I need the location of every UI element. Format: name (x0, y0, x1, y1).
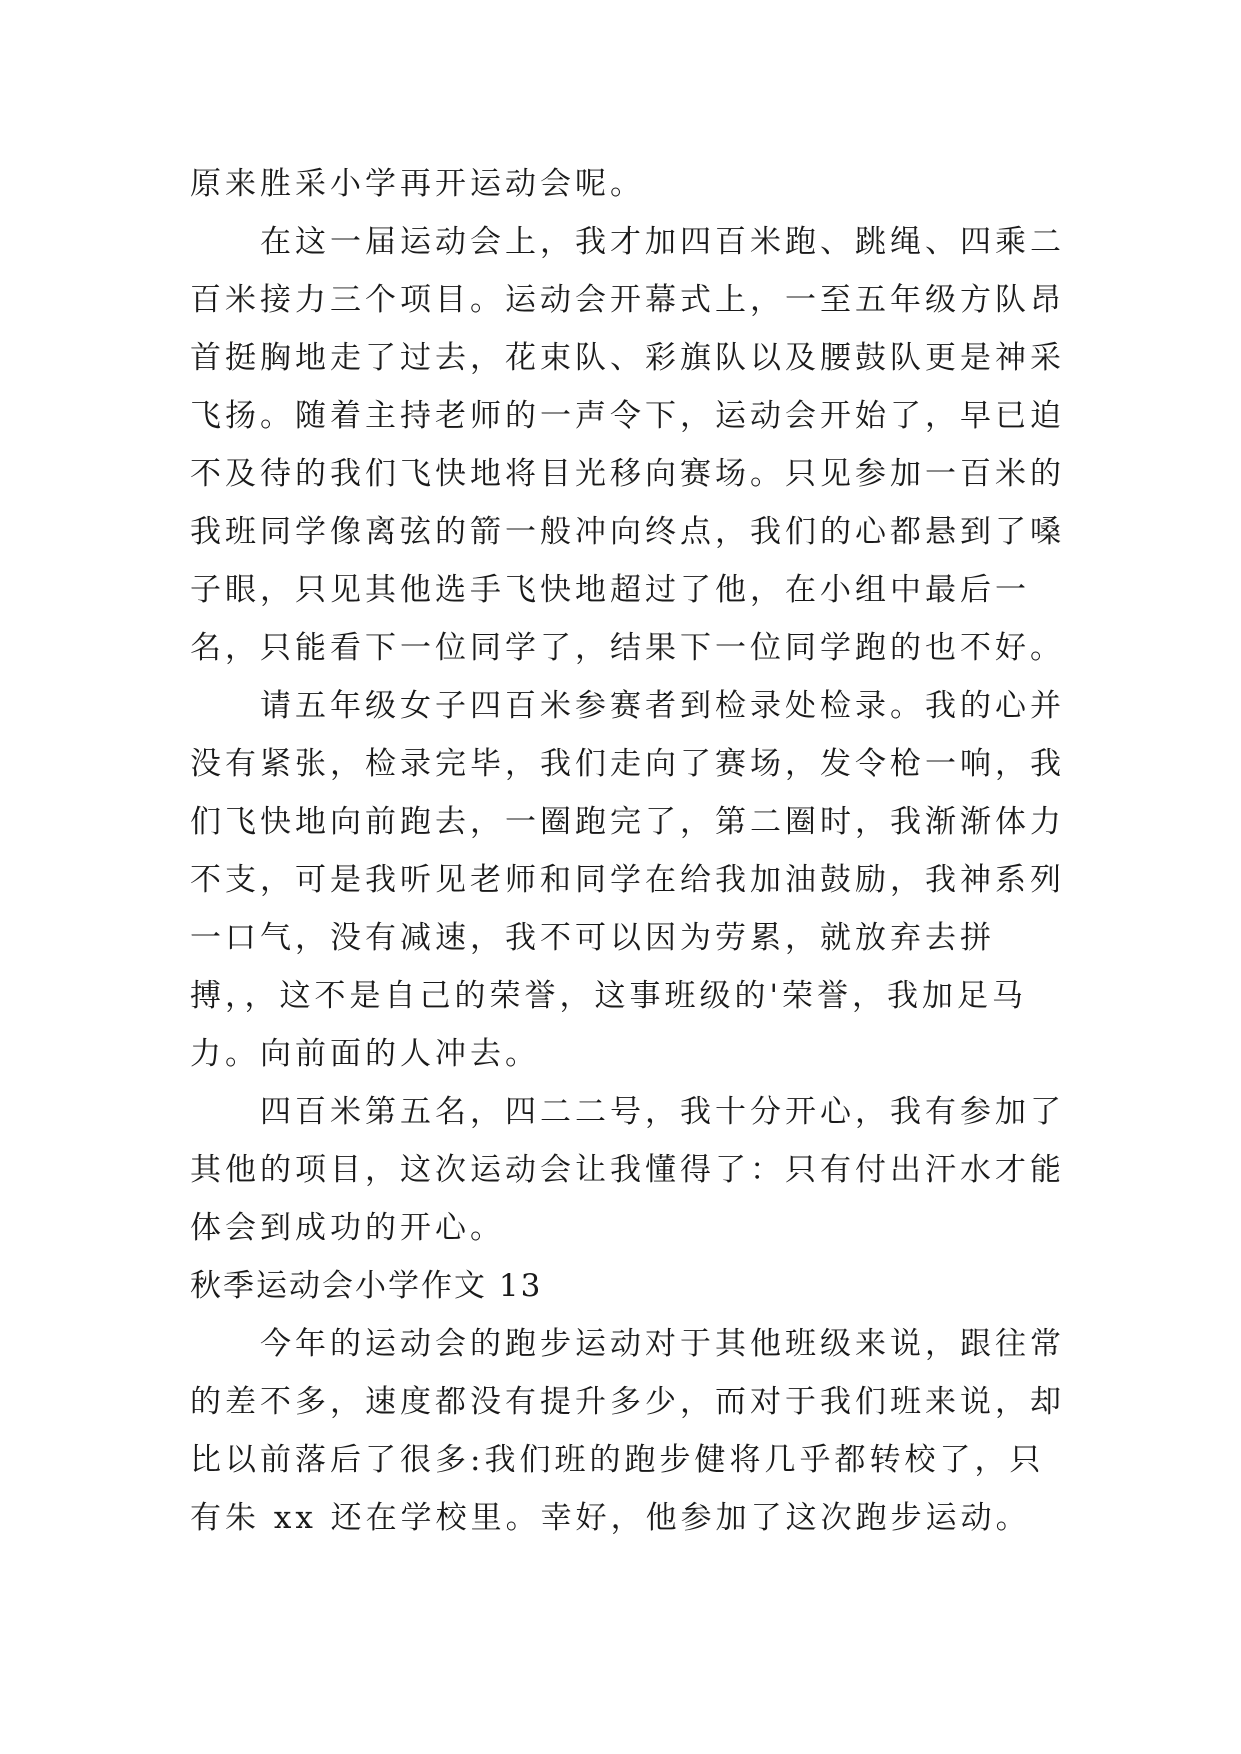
document-body (190, 155, 1070, 1547)
paragraph-result: 四百米第五名，四二二号，我十分开心，我有参加了其他的项目，这次运动会让我懂得了：只有付出汗水才能体会到成功的开心。 (190, 1094, 1065, 1246)
paragraph-continuation: 原来胜采小学再开运动会呢。 (190, 166, 645, 202)
paragraph-events: 在这一届运动会上，我才加四百米跑、跳绳、四乘二百米接力三个项目。运动会开幕式上，一至五年级方队昂首挺胸地走了过去，花束队、彩旗队以及腰鼓队更是神采飞扬。随着主持老师的一声令下，运动会开始了，早已迫不及待的我们飞快地将目光移向赛场。只见参加一百米的我班同学像离弦的箭一般冲向终点，我们的心都悬到了嗓子眼，只见其他选手飞快地超过了他，在小组中最后一名，只能看下一位同学了，结果下一位同学跑的也不好。 (190, 224, 1065, 666)
paragraph-400m-race: 请五年级女子四百米参赛者到检录处检录。我的心并没有紧张，检录完毕，我们走向了赛场，发令枪一响，我们飞快地向前跑去，一圈跑完了，第二圈时，我渐渐体力不支，可是我听见老师和同学在给我加油鼓励，我神系列一口气，没有减速，我不可以因为劳累，就放弃去拼搏，，这不是自己的荣誉，这事班级的'荣誉，我加足马力。向前面的人冲去。 (190, 688, 1065, 1072)
paragraph-running-event: 今年的运动会的跑步运动对于其他班级来说，跟往常的差不多，速度都没有提升多少，而对于我们班来说，却比以前落后了很多:我们班的跑步健将几乎都转校了，只有朱 xx 还在学校里。幸好，他参加了这次跑步运动。 (190, 1326, 1065, 1536)
essay-heading: 秋季运动会小学作文 13 (190, 1268, 543, 1304)
